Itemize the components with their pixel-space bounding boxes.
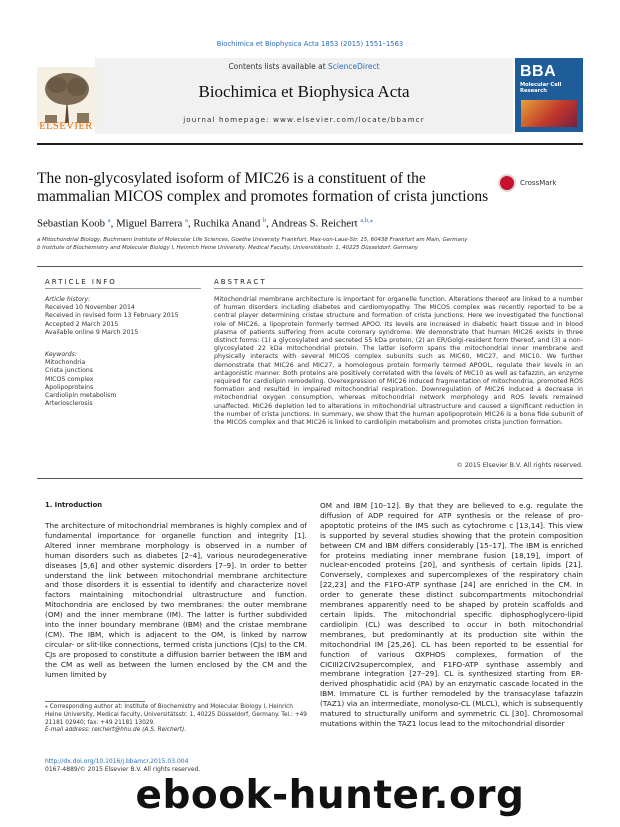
masthead-rule [37,143,583,145]
affiliation-a: a Mitochondrial Biology, Buchmann Institute of Molecular Life Sciences, Goethe University Frankfurt, Max-von-Laue-Str. 15, 60438 Frankfurt am Main, Germany [37,237,468,243]
corresponding-author-footnote [45,704,307,735]
keyword: Apolipoproteins [45,383,94,391]
keywords [45,351,201,408]
watermark: ebook-hunter.org [135,773,525,818]
affiliation-b: b Institute of Biochemistry and Molecular Biology I, Heinrich Heine University, Medical Faculty, Universitätsstr. 1, 40225 Düsseldorf, Germany [37,245,419,251]
keyword: Crista junctions [45,367,94,375]
journal-cover [515,58,583,132]
author-list: Sebastian Koob $^a$, Miguel Barrera $^a$, Ruchika Anand $^b$, Andreas S. Reichert $^{a,b,⁎}$ [37,217,373,230]
abstract-rule [214,288,583,289]
article-info-rule [45,288,201,289]
author-name[interactable]: Sebastian Koob [37,217,106,230]
keyword: Cardiolipin metabolism [45,392,117,400]
article-history [45,296,201,337]
article-info-heading: ARTICLE INFO [45,278,117,286]
keyword: Mitochondria [45,359,86,367]
sciencedirect-link[interactable]: ScienceDirect [328,62,380,71]
author-affil-mark[interactable]: a,b,⁎ [360,217,373,224]
author-name[interactable]: Andreas S. Reichert [270,217,358,230]
abstract-heading: ABSTRACT [214,278,267,286]
keywords-label: Keywords: [45,351,77,358]
cover-artwork [521,100,577,127]
corresponding-author: ⁎ Corresponding author at: Institute of Biochemistry and Molecular Biology I, Heinrich Heine University, Medical faculty, Universitätsstr. 1, 40225 Düsseldorf, Germany. Tel.: +49 21181 02940; fax: +49 21181 13029. [45,704,307,726]
author-name[interactable]: Ruchika Anand [193,217,261,230]
issn-line: 0167-4889/© 2015 Elsevier B.V. All rights reserved. [45,766,201,773]
email-address[interactable]: E-mail address: reichert@hhu.de (A.S. Reichert). [45,727,187,734]
history-item: Accepted 2 March 2015 [45,320,119,328]
contents-line [95,62,513,71]
history-label: Article history: [45,296,91,303]
history-item: Available online 9 March 2015 [45,328,139,336]
cover-subtitle: Molecular Cell Research [520,82,562,95]
intro-paragraph-col2: OM and IBM [10–12]. By that they are believed to e.g. regulate the diffusion of ADP required for ATP synthesis or the release of pro-apoptotic proteins of the IMS such as cytochrome c [13,14]. This view is supported by several studies showing that the protein composition between CM and IBM differs considerably [15–17]. The IBM is enriched for proteins mediating inner membrane fusion [18,19], import of nuclear-encoded proteins [20], and synthesis of certain lipids [21]. Conversely, complexes and supercomplexes of the respiratory chain [22,23] and the F1FO-ATP synthase [24] are enriched in the CM. In order to generate these distinct subcompartments mitochondrial membranes apparently need to be shaped by protein scaffolds and certain lipids. The mitochondrial specific diphosphoglycero-lipid cardiolipin (CL) was described to occur in both mitochondrial membranes, but predominantly at its production site within the mitochondrial IM [25,26]. CL has been reported to be essential for function of various OXPHOS complexes, formation of the CICIII2CIV2supercomplex, and F1FO-ATP synthase assembly and membrane integration [27–29]. CL is synthesized starting from ER-derived phosphatidic acid (PA) by an enzymatic cascade located in the IBM. Immature CL is further remodeled by the transacylase tafazzin (TAZ1) via an intermediate, monolyso-CL (MLCL), which is subsequently matured to structurally uniform and symmetric CL [30]. Chromosomal mutations within the TAZ1 locus lead to the mitochondrial disorder [320,501,583,728]
crossmark-label: CrossMark [520,179,557,187]
crossmark-badge[interactable] [498,174,583,194]
author-affil-mark[interactable]: b [262,217,267,224]
article-title: The non-glycosylated isoform of MIC26 is a constituent of the mammalian MICOS complex and promotes formation of crista junctions [37,170,489,205]
intro-paragraph-col1: The architecture of mitochondrial membranes is highly complex and of fundamental importance for organelle function and integrity [1]. Altered inner membrane morphology is observed in a number of human disorders such as diabetes [2–4], various neurodegenerative diseases [5,6] and other systemic disorders [7–9]. In order to better understand the link between mitochondrial membrane architecture and those disorders it is essential to identify and characterize novel factors maintaining mitochondrial ultrastructure and function. Mitochondria are enclosed by two membranes: the outer membrane (OM) and the inner membrane (IM). The latter is further subdivided into the inner boundary membrane (IBM) and the cristae membrane (CM). The IBM, which is adjacent to the OM, is linked by narrow circular- or slit-like connections, termed crista junctions (CJs) to the CM. CJs are proposed to constitute a diffusion barrier between the IBM and the CM as well as between the lumen enclosed by the CM and the lumen limited by [45,521,307,679]
header-rule [37,266,583,267]
journal-name: Biochimica et Biophysica Acta [198,82,410,101]
section-heading: 1. Introduction [45,501,103,509]
doi-link[interactable]: http://dx.doi.org/10.1016/j.bbamcr.2015.03.004 [45,758,189,765]
journal-homepage[interactable]: journal homepage: www.elsevier.com/locate/bbamcr [183,115,425,124]
abstract-body: Mitochondrial membrane architecture is important for organelle function. Alterations thereof are linked to a number of human disorders including diabetes and cardiomyopathy. The MICOS complex was recently reported to be a central player determining cristae structure and formation of crista junctions. Here we investigated the functional role of MIC26, a lipoprotein formerly termed APOO. Its levels are increased in diabetic heart tissue and in blood plasma of patients suffering from acute coronary syndrome. We demonstrate that human MIC26 exists in three distinct forms: (1) a glycosylated and secreted 55 kDa protein, (2) an ER/Golgi-resident form thereof, and (3) a non-glycosylated 22 kDa mitochondrial protein. The latter isoform spans the mitochondrial inner membrane and physically interacts with several MICOS complex subunits such as MIC60, MIC27, and MIC10. We further demonstrate that MIC26 and MIC27, a homologous protein formerly termed APOOL, regulate their levels in an antagonistic manner. Both proteins are positively correlated with the levels of MIC10 as well as tafazzin, an enzyme required for cardiolipin remodeling. Overexpression of MIC26 induced fragmentation of mitochondria, promoted ROS formation and resulted in impaired mitochondrial respiration. Downregulation of MIC26 induced a decrease in mitochondrial oxygen consumption, whereas mitochondrial network morphology and ROS levels remained unaffected. MIC26 depletion led to alterations in mitochondrial ultrastructure and caused a significant reduction in the number of crista junctions. In summary, we show that the human apolipoprotein MIC26 is a bona fide subunit of the MICOS complex and that MIC26 is linked to cardiolipin metabolism and promotes crista junction formation. [214,296,583,427]
doi-block [45,758,307,774]
author-affil-mark[interactable]: a [107,217,111,224]
journal-citation[interactable]: Biochimica et Biophysica Acta 1853 (2015) 1551–1563 [216,40,404,48]
contents-prefix: Contents lists available at [228,62,329,71]
history-item: Received in revised form 13 February 2015 [45,312,179,320]
crossmark-icon [498,174,516,192]
body-rule [37,478,583,479]
footnote-rule [45,701,145,702]
author-name[interactable]: Miguel Barrera [116,217,183,230]
author-affil-mark[interactable]: a [185,217,188,224]
history-item: Received 10 November 2014 [45,304,135,312]
keyword: MICOS complex [45,375,94,383]
keyword: Arteriosclerosis [45,400,93,408]
copyright-notice: © 2015 Elsevier B.V. All rights reserved. [456,462,583,469]
cover-title: BBA [520,63,557,80]
elsevier-wordmark: ELSEVIER [39,121,93,132]
